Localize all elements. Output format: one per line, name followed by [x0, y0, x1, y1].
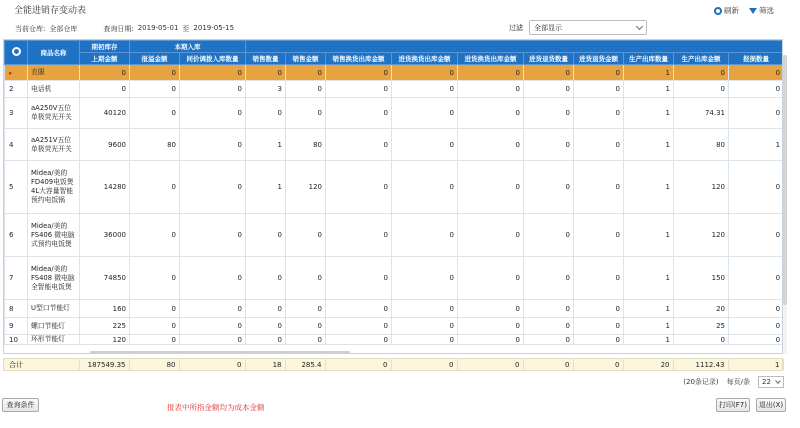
table-cell: 0 [180, 98, 246, 129]
table-cell: 0 [524, 300, 574, 318]
table-cell: 0 [180, 335, 246, 345]
table-cell: 0 [574, 129, 624, 161]
table-cell: 0 [180, 300, 246, 318]
warehouse-value: 全部仓库 [49, 25, 78, 33]
report-table [4, 40, 783, 345]
table-cell: 0 [524, 161, 574, 214]
gear-icon [12, 47, 21, 56]
filter-label-text: 过滤 [509, 23, 523, 32]
table-cell: 0 [392, 81, 458, 98]
table-cell: 1 [246, 129, 286, 161]
table-cell: 0 [130, 98, 180, 129]
table-cell: 0 [246, 65, 286, 81]
date-label: 查询日期: [103, 25, 134, 33]
table-cell: 14280 [80, 161, 130, 214]
table-cell: 0 [326, 129, 392, 161]
col-header[interactable]: 报损数量 [729, 53, 784, 65]
table-cell: 0 [574, 161, 624, 214]
table-cell: 0 [392, 161, 458, 214]
table-cell: 0 [392, 257, 458, 300]
table-cell: 1 [624, 300, 674, 318]
product-name: Midea/美的FS408 微电脑全智能电饭煲 [28, 257, 80, 300]
table-row[interactable] [5, 161, 784, 214]
table-cell: 0 [286, 257, 326, 300]
table-cell: 0 [130, 300, 180, 318]
table-cell: 25 [674, 318, 729, 335]
total-cell: 0 [179, 359, 245, 370]
table-cell: 0 [458, 98, 524, 129]
filter-label: 筛选 [759, 6, 774, 15]
row-index: 5 [5, 161, 28, 214]
table-cell: 0 [180, 318, 246, 335]
table-cell: 0 [729, 214, 784, 257]
table-cell: 0 [729, 300, 784, 318]
table-cell: 0 [392, 300, 458, 318]
table-row[interactable] [5, 129, 784, 161]
filter-button[interactable] [749, 5, 774, 16]
date-to: 2019-05-15 [193, 24, 235, 32]
col-name[interactable]: 商品名称 [28, 41, 80, 65]
table-cell: 0 [180, 129, 246, 161]
table-cell: 225 [80, 318, 130, 335]
col-header[interactable]: 进货退货金额 [574, 53, 624, 65]
total-cell: 18 [245, 359, 285, 370]
table-cell: 0 [180, 81, 246, 98]
total-cell: 285.4 [285, 359, 325, 370]
total-cell: 0 [573, 359, 623, 370]
table-cell: 0 [326, 335, 392, 345]
table-cell: 3 [246, 81, 286, 98]
filter-icon [749, 8, 757, 14]
table-cell: 36000 [80, 214, 130, 257]
table-cell: 0 [458, 257, 524, 300]
table-cell: 0 [326, 257, 392, 300]
pager [683, 376, 784, 388]
table-row[interactable] [5, 318, 784, 335]
total-cell: 187549.35 [79, 359, 129, 370]
table-cell: 0 [130, 65, 180, 81]
record-count: (20条记录) [683, 378, 719, 386]
table-cell: 0 [574, 65, 624, 81]
table-cell: 0 [674, 335, 729, 345]
table-cell: 0 [458, 161, 524, 214]
table-cell: 0 [574, 300, 624, 318]
table-cell: 0 [246, 98, 286, 129]
chevron-down-icon [636, 22, 643, 29]
product-name: 衣服 [28, 65, 80, 81]
table-cell: 1 [246, 161, 286, 214]
row-index: 7 [5, 257, 28, 300]
table-cell: 0 [286, 81, 326, 98]
refresh-label: 刷新 [724, 6, 739, 15]
table-cell: 1 [729, 129, 784, 161]
table-cell: 0 [286, 65, 326, 81]
table-cell: 1 [624, 65, 674, 81]
window-title: 全能进销存变动表 [14, 6, 87, 16]
total-cell: 1112.43 [673, 359, 728, 370]
table-cell: 0 [524, 214, 574, 257]
table-cell: 0 [326, 65, 392, 81]
print-button[interactable]: 打印(F7) [716, 398, 750, 412]
col-header[interactable]: 上期金额 [80, 53, 130, 65]
table-cell: 1 [624, 98, 674, 129]
table-cell: 0 [524, 81, 574, 98]
table-row[interactable] [5, 214, 784, 257]
date-from: 2019-05-01 [137, 24, 179, 32]
table-cell: 0 [729, 335, 784, 345]
group-opening: 期初库存 [80, 41, 130, 53]
product-name: 环形节能灯 [28, 335, 80, 345]
table-cell: 0 [524, 335, 574, 345]
table-cell: 80 [674, 129, 729, 161]
table-cell: 0 [574, 318, 624, 335]
table-cell: 0 [130, 257, 180, 300]
total-cell: 0 [391, 359, 457, 370]
table-cell: 1 [624, 81, 674, 98]
table-row[interactable] [5, 98, 784, 129]
table-cell: 120 [80, 335, 130, 345]
row-index: 2 [5, 81, 28, 98]
table-cell: 160 [80, 300, 130, 318]
total-cell: 0 [325, 359, 391, 370]
table-cell: 0 [574, 257, 624, 300]
table-cell: 0 [326, 214, 392, 257]
table-cell: 0 [326, 81, 392, 98]
per-page-label: 每页/条 [726, 378, 750, 386]
table-cell: 1 [624, 335, 674, 345]
product-name: 螺口节能灯 [28, 318, 80, 335]
table-cell: 0 [326, 98, 392, 129]
col-header[interactable]: 销售换货出库金额 [326, 53, 392, 65]
table-cell: 0 [180, 214, 246, 257]
table-cell: 0 [130, 318, 180, 335]
table-cell: 0 [286, 335, 326, 345]
top-actions [714, 5, 774, 16]
total-cell: 80 [129, 359, 179, 370]
exit-button[interactable]: 退出(X) [756, 398, 786, 412]
table-cell: 0 [674, 65, 729, 81]
table-cell: 0 [130, 214, 180, 257]
table-cell: 150 [674, 257, 729, 300]
product-name: Midea/美的FD409电饭煲 4L大容量智能预约电饭锅 [28, 161, 80, 214]
filter-select-value: 全部显示 [534, 23, 562, 32]
table-cell: 0 [326, 161, 392, 214]
table-cell: 0 [524, 129, 574, 161]
table-cell: 0 [458, 318, 524, 335]
table-cell: 120 [674, 214, 729, 257]
table-cell: 1 [624, 129, 674, 161]
table-cell: 0 [130, 335, 180, 345]
table-cell: 0 [286, 318, 326, 335]
table-cell: 0 [729, 81, 784, 98]
table-cell: 0 [574, 81, 624, 98]
total-cell: 0 [523, 359, 573, 370]
col-header[interactable]: 报溢金额 [130, 53, 180, 65]
table-cell: 0 [246, 214, 286, 257]
table-cell: 0 [326, 300, 392, 318]
table-cell: 0 [392, 129, 458, 161]
query-info [15, 24, 234, 34]
refresh-button[interactable] [714, 5, 739, 16]
table-cell: 0 [286, 300, 326, 318]
table-cell: 0 [392, 98, 458, 129]
table-cell: 120 [674, 161, 729, 214]
table-cell: 40120 [80, 98, 130, 129]
table-cell: 20 [674, 300, 729, 318]
table-cell: 0 [729, 257, 784, 300]
table-cell: 0 [326, 318, 392, 335]
table-cell: 0 [524, 65, 574, 81]
table-cell: 0 [246, 300, 286, 318]
total-row [3, 358, 783, 371]
table-cell: 0 [729, 161, 784, 214]
product-name: U型口节能灯 [28, 300, 80, 318]
table-cell: 0 [392, 335, 458, 345]
table-cell: 0 [246, 257, 286, 300]
row-index: ▸ [5, 65, 28, 81]
table-cell: 0 [574, 98, 624, 129]
table-cell: 0 [392, 214, 458, 257]
chevron-down-icon [775, 378, 781, 384]
table-cell: 0 [524, 98, 574, 129]
table-cell: 0 [729, 65, 784, 81]
table-cell: 0 [729, 98, 784, 129]
cost-note: 报表中所指金额均为成本金额 [167, 403, 265, 412]
row-index: 10 [5, 335, 28, 345]
warehouse-label: 当前仓库: [15, 25, 46, 33]
group-current: 本期入库 [130, 41, 246, 53]
table-cell: 9600 [80, 129, 130, 161]
table-cell: 74850 [80, 257, 130, 300]
refresh-icon [714, 7, 722, 15]
table-cell: 0 [130, 81, 180, 98]
table-cell: 0 [458, 129, 524, 161]
query-condition-button[interactable]: 查询条件 [2, 398, 39, 412]
table-cell: 0 [392, 318, 458, 335]
table-cell: 0 [574, 335, 624, 345]
row-index: 8 [5, 300, 28, 318]
report-grid [3, 39, 783, 354]
table-row[interactable] [5, 257, 784, 300]
table-cell: 0 [729, 318, 784, 335]
table-cell: 0 [246, 318, 286, 335]
col-header[interactable]: 生产出库数量 [624, 53, 674, 65]
table-cell: 0 [180, 65, 246, 81]
table-cell: 0 [674, 81, 729, 98]
col-header[interactable]: 销售数量 [246, 53, 286, 65]
per-page-select[interactable] [758, 376, 784, 388]
date-sep: 至 [182, 25, 190, 33]
per-page-value: 22 [762, 378, 771, 386]
product-name: aA251V五位单极荧光开关 [28, 129, 80, 161]
col-header[interactable]: 生产出库金额 [674, 53, 729, 65]
table-cell: 0 [180, 257, 246, 300]
row-index: 6 [5, 214, 28, 257]
table-cell: 74.31 [674, 98, 729, 129]
row-index: 9 [5, 318, 28, 335]
table-cell: 1 [624, 318, 674, 335]
table-row[interactable] [5, 300, 784, 318]
product-name: 电话机 [28, 81, 80, 98]
table-cell: 0 [524, 257, 574, 300]
table-cell: 0 [246, 335, 286, 345]
total-cell: 20 [623, 359, 673, 370]
table-cell: 0 [80, 65, 130, 81]
table-cell: 0 [130, 161, 180, 214]
settings-cell[interactable] [5, 41, 28, 65]
col-header[interactable]: 进货退货数量 [524, 53, 574, 65]
col-header[interactable]: 销售金额 [286, 53, 326, 65]
table-cell: 120 [286, 161, 326, 214]
vertical-scrollbar[interactable] [783, 55, 787, 354]
table-cell: 0 [286, 98, 326, 129]
product-name: Midea/美的FS406 微电脑式预约电饭煲 [28, 214, 80, 257]
table-row[interactable] [5, 81, 784, 98]
table-cell: 1 [624, 161, 674, 214]
row-index: 4 [5, 129, 28, 161]
table-row[interactable] [5, 335, 784, 345]
table-cell: 80 [130, 129, 180, 161]
total-label: 合计 [4, 359, 79, 370]
table-cell: 80 [286, 129, 326, 161]
product-name: aA250V五位单极荧光开关 [28, 98, 80, 129]
table-cell: 0 [574, 214, 624, 257]
col-header[interactable]: 同价调拨入库数量 [180, 53, 246, 65]
table-cell: 0 [458, 65, 524, 81]
table-cell: 0 [286, 214, 326, 257]
table-cell: 0 [458, 214, 524, 257]
horizontal-scrollbar[interactable] [90, 351, 350, 354]
total-cell: 0 [457, 359, 523, 370]
table-cell: 0 [180, 161, 246, 214]
table-cell: 0 [392, 65, 458, 81]
table-cell: 1 [624, 214, 674, 257]
table-cell: 0 [80, 81, 130, 98]
table-cell: 0 [458, 81, 524, 98]
table-cell: 0 [458, 335, 524, 345]
col-header[interactable]: 进货换货出库金额 [458, 53, 524, 65]
table-row[interactable] [5, 65, 784, 81]
table-cell: 0 [458, 300, 524, 318]
filter-area [509, 20, 647, 35]
filter-select[interactable] [529, 20, 647, 35]
table-cell: 1 [624, 257, 674, 300]
total-cell: 1 [728, 359, 783, 370]
row-index: 3 [5, 98, 28, 129]
table-cell: 0 [524, 318, 574, 335]
col-header[interactable]: 进货换货出库金额 [392, 53, 458, 65]
